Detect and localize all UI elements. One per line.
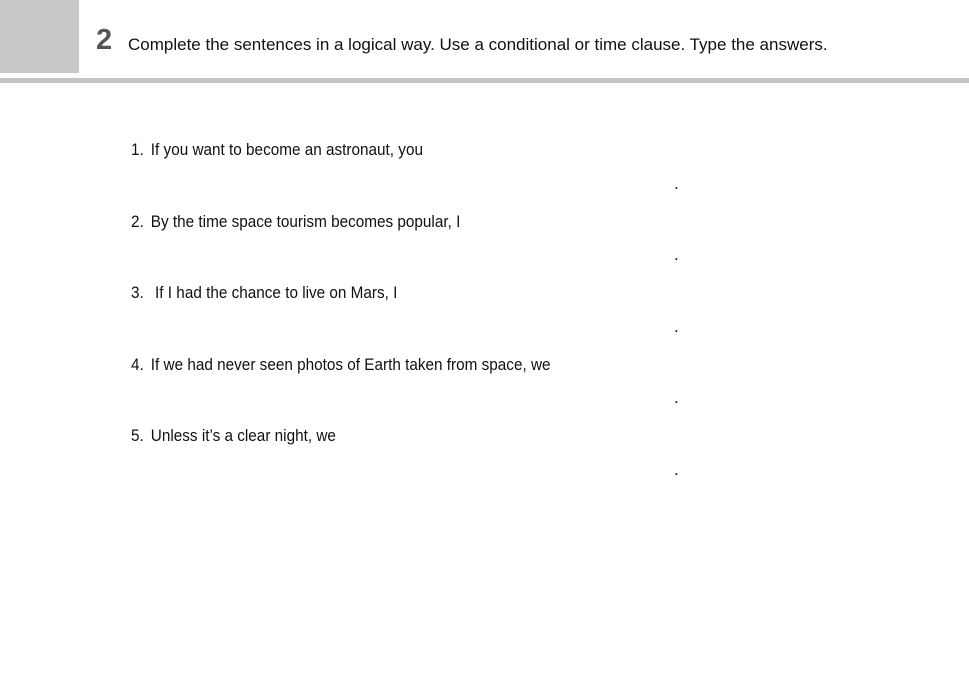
- sentence-item-4: [131, 354, 551, 376]
- item-number: 3.: [131, 283, 144, 302]
- exercise-header: [0, 0, 969, 78]
- sentence-item-2: [131, 211, 460, 233]
- answer-input-5[interactable]: [153, 458, 673, 480]
- answer-line-2: [153, 243, 673, 265]
- sentence-period-5: .: [674, 460, 679, 479]
- sentence-period-1: .: [674, 174, 679, 193]
- item-prompt: Unless it’s a clear night, we: [150, 426, 336, 445]
- answer-input-2[interactable]: [153, 243, 673, 265]
- sentence-item-5: [131, 425, 336, 447]
- item-prompt: By the time space tourism becomes popular, I: [150, 212, 461, 231]
- exercise-instruction: Complete the sentences in a logical way. Use a conditional or time clause. Type the answers.: [128, 35, 828, 54]
- header-grey-block: [0, 0, 79, 73]
- sentence-period-4: .: [674, 388, 679, 407]
- sentence-period-2: .: [674, 245, 679, 264]
- answer-input-1[interactable]: [153, 172, 673, 194]
- answer-line-5: [153, 458, 673, 480]
- item-number: 2.: [131, 212, 144, 231]
- answer-input-3[interactable]: [153, 315, 673, 337]
- item-prompt: If you want to become an astronaut, you: [150, 140, 423, 159]
- header-divider: [0, 78, 969, 83]
- answer-input-4[interactable]: [153, 386, 673, 408]
- item-number: 1.: [131, 140, 144, 159]
- answer-line-3: [153, 315, 673, 337]
- sentence-item-3: [131, 282, 397, 304]
- item-prompt: If we had never seen photos of Earth taken from space, we: [150, 355, 551, 374]
- item-number: 5.: [131, 426, 144, 445]
- item-number: 4.: [131, 355, 144, 374]
- answer-line-4: [153, 386, 673, 408]
- exercise-number: 2: [96, 24, 113, 56]
- sentence-period-3: .: [674, 317, 679, 336]
- item-prompt: If I had the chance to live on Mars, I: [150, 283, 398, 302]
- sentence-item-1: [131, 139, 423, 161]
- answer-line-1: [153, 172, 673, 194]
